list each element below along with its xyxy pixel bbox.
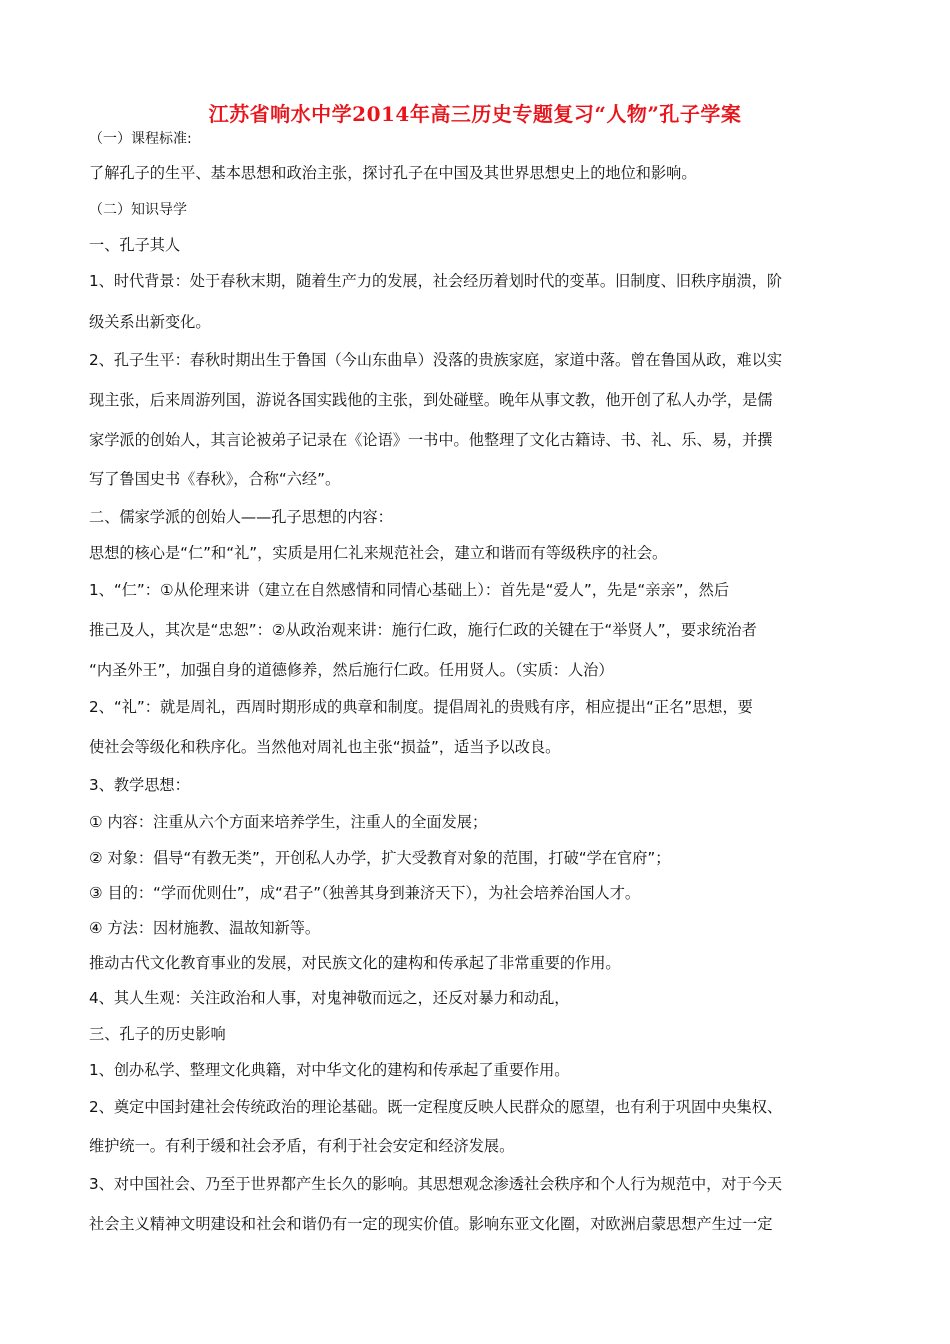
list-item: ③ 目的：“学而优则仕”，成“君子”（独善其身到兼济天下），为社会培养治国人才。 bbox=[89, 884, 641, 902]
paragraph-line: 1、“仁”：①从伦理来讲（建立在自然感情和同情心基础上）：首先是“爱人”，先是“亲亲”，然后 bbox=[89, 581, 730, 599]
paragraph-line: 写了鲁国史书《春秋》，合称“六经”。 bbox=[89, 470, 341, 488]
paragraph-line: 思想的核心是“仁”和“礼”，实质是用仁礼来规范社会，建立和谐而有等级秩序的社会。 bbox=[89, 544, 668, 562]
list-item: ④ 方法：因材施教、温故知新等。 bbox=[89, 919, 321, 937]
paragraph-line: 家学派的创始人，其言论被弟子记录在《论语》一书中。他整理了文化古籍诗、书、礼、乐、易，并撰 bbox=[89, 431, 773, 449]
paragraph-line: 了解孔子的生平、基本思想和政治主张，探讨孔子在中国及其世界思想史上的地位和影响。 bbox=[89, 164, 697, 182]
list-item: ② 对象：倡导“有教无类”，开创私人办学，扩大受教育对象的范围，打破“学在官府”； bbox=[89, 849, 671, 867]
section-heading: 一、孔子其人 bbox=[89, 236, 181, 254]
section-heading: 二、儒家学派的创始人——孔子思想的内容： bbox=[89, 508, 393, 526]
paragraph-line: 推己及人，其次是“忠恕”：②从政治观来讲：施行仁政，施行仁政的关键在于“举贤人”，要求统治者 bbox=[89, 621, 757, 639]
list-item: ① 内容：注重从六个方面来培养学生，注重人的全面发展； bbox=[89, 813, 488, 831]
paragraph-line: 级关系出新变化。 bbox=[89, 313, 211, 331]
document-title: 江苏省响水中学2014年高三历史专题复习“人物”孔子学案 bbox=[208, 102, 742, 126]
paragraph-line: 3、对中国社会、乃至于世界都产生长久的影响。其思想观念渗透社会秩序和个人行为规范中，对于今天 bbox=[89, 1175, 783, 1193]
section-heading: （二）知识导学 bbox=[89, 202, 187, 218]
paragraph-line: 现主张，后来周游列国，游说各国实践他的主张，到处碰壁。晚年从事文教，他开创了私人办学，是儒 bbox=[89, 391, 773, 409]
paragraph-line: 2、“礼”：就是周礼，西周时期形成的典章和制度。提倡周礼的贵贱有序，相应提出“正名”思想，要 bbox=[89, 698, 753, 716]
paragraph-line: 推动古代文化教育事业的发展，对民族文化的建构和传承起了非常重要的作用。 bbox=[89, 954, 621, 972]
paragraph-line: 社会主义精神文明建设和社会和谐仍有一定的现实价值。影响东亚文化圈，对欧洲启蒙思想产生过一定 bbox=[89, 1215, 773, 1233]
paragraph-line: 2、奠定中国封建社会传统政治的理论基础。既一定程度反映人民群众的愿望，也有利于巩固中央集权、 bbox=[89, 1098, 783, 1116]
paragraph-line: 2、孔子生平：春秋时期出生于鲁国（今山东曲阜）没落的贵族家庭，家道中落。曾在鲁国从政，难以实 bbox=[89, 351, 783, 369]
paragraph-line: 1、时代背景：处于春秋末期，随着生产力的发展，社会经历着划时代的变革。旧制度、旧秩序崩溃，阶 bbox=[89, 272, 783, 290]
paragraph-line: 4、其人生观：关注政治和人事，对鬼神敬而远之，还反对暴力和动乱， bbox=[89, 989, 570, 1007]
paragraph-line: 使社会等级化和秩序化。当然他对周礼也主张“损益”，适当予以改良。 bbox=[89, 738, 561, 756]
section-heading: 3、教学思想： bbox=[89, 776, 190, 794]
paragraph-line: “内圣外王”，加强自身的道德修养，然后施行仁政。任用贤人。（实质：人治） bbox=[89, 661, 614, 679]
paragraph-line: 1、创办私学、整理文化典籍，对中华文化的建构和传承起了重要作用。 bbox=[89, 1061, 570, 1079]
section-heading: 三、孔子的历史影响 bbox=[89, 1025, 226, 1043]
section-heading: （一）课程标准: bbox=[89, 131, 192, 147]
paragraph-line: 维护统一。有利于缓和社会矛盾，有利于社会安定和经济发展。 bbox=[89, 1137, 515, 1155]
